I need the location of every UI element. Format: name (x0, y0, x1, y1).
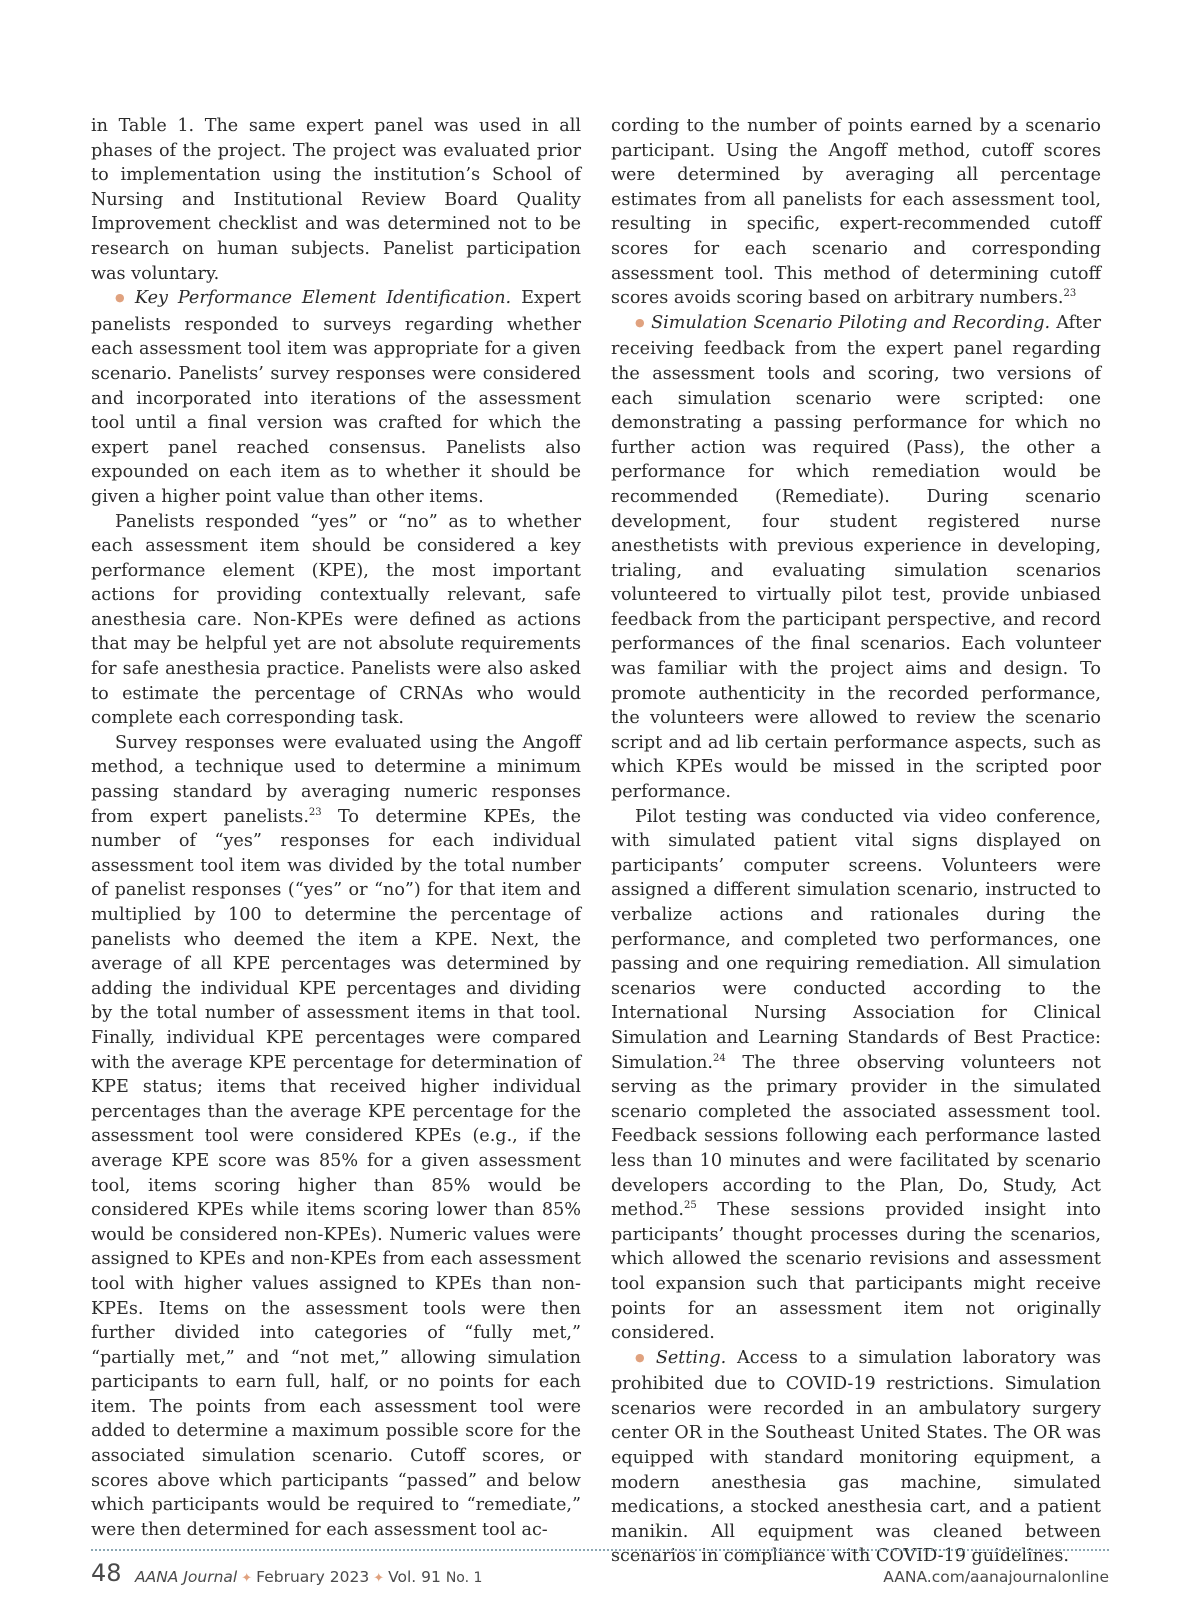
section-heading-simulation: Simulation Scenario Piloting and Recording. (651, 312, 1051, 333)
journal-url[interactable]: AANA.com/aanajournalonline (883, 1568, 1109, 1586)
paragraph-text: Expert panelists responded to surveys regarding whether each assessment tool item was appropriate for a given scenario. Panelists’ survey responses were considered and incorporated into iterations of the assessment tool until a final version was crafted for which the expert panel reached consensus. Panelists also expounded on each item as to whether it should be given a higher point value than other items. (91, 288, 581, 507)
reference-superscript: 25 (683, 1200, 697, 1212)
kpe-paragraph (91, 286, 581, 509)
reference-superscript: 23 (1063, 288, 1077, 300)
separator-icon: ✦ (373, 1571, 385, 1586)
footer-divider (91, 1549, 1109, 1551)
section-heading-kpe: Key Performance Element Identification. (134, 288, 512, 309)
reference-superscript: 23 (308, 806, 322, 818)
pilot-testing-paragraph (611, 805, 1101, 1346)
section-heading-setting: Setting. (655, 1347, 727, 1368)
paragraph-text: The three observing volunteers not serving as the primary provider in the simulated scenario completed the associated assessment tool. Feedback sessions following each performance lasted less than 10 minutes and were facilitated by scenario developers according to the Plan, Do, Study, Act method. (611, 1052, 1101, 1221)
issue-date: February 2023 (256, 1568, 370, 1586)
issue-number: No. 1 (445, 1570, 483, 1586)
paragraph-text: These sessions provided insight into participants’ thought processes during the scenarios, which allowed the scenario revisions and assessment tool expansion such that participants might receive points for an assessment item not originally considered. (611, 1200, 1101, 1344)
continued-paragraph (611, 114, 1101, 311)
volume: Vol. 91 (388, 1568, 441, 1586)
paragraph-text: Access to a simulation laboratory was prohibited due to COVID-19 restrictions. Simulation scenarios were recorded in an ambulatory surgery center OR in the Southeast United States. The OR was equipped with standard monitoring equipment, a modern anesthesia gas machine, simulated medications, a stocked anesthesia cart, and a patient manikin. All equipment was cleaned between scenarios in compliance with COVID-19 guidelines. (611, 1347, 1101, 1567)
journal-name: AANA Journal (135, 1568, 238, 1586)
paragraph: in Table 1. The same expert panel was used in all phases of the project. The project was evaluated prior to implementation using the institution’s School of Nursing and Institutional Review Board Quality Improvement checklist and was determined not to be research on human subjects. Panelist participation was voluntary. (91, 116, 581, 284)
simulation-paragraph (611, 311, 1101, 805)
left-column (91, 114, 581, 1542)
paragraph-text: cording to the number of points earned by a scenario participant. Using the Angoff method, cutoff scores were determined by averaging all percentage estimates from all panelists for each assessment tool, resulting in specific, expert-recommended cutoff scores for each scenario and corresponding assessment tool. This method of determining cutoff scores avoids scoring based on arbitrary numbers. (611, 116, 1101, 309)
paragraph-text: After receiving feedback from the expert panel regarding the assessment tools and scoring, two versions of each simulation scenario were scripted: one demonstrating a passing performance for which no further action was required (Pass), the other a performance for which remediation would be recommended (Remediate). During scenario development, four student registered nurse anesthetists with previous experience in developing, trialing, and evaluating simulation scenarios volunteered to virtually pilot test, provide unbiased feedback from the participant perspective, and record performances of the final scenarios. Each volunteer was familiar with the project aims and design. To promote authenticity in the recorded performance, the volunteers were allowed to review the scenario script and ad lib certain performance aspects, such as which KPEs would be missed in the scripted poor performance. (611, 312, 1101, 803)
separator-icon: ✦ (241, 1571, 253, 1586)
paragraph-text: To determine KPEs, the number of “yes” responses for each individual assessment tool item was divided by the total number of panelist responses (“yes” or “no”) for that item and multiplied by 100 to determine the percentage of panelists who deemed the item a KPE. Next, the average of all KPE percentages was determined by adding the individual KPE percentages and dividing by the total number of assessment items in that tool. Finally, individual KPE percentages were compared with the average KPE percentage for determination of KPE status; items that received higher individual percentages than the average KPE percentage for the assessment tool were considered KPEs (e.g., if the average KPE score was 85% for a given assessment tool, items scoring higher than 85% would be considered KPEs while items scoring lower than 85% would be considered non-KPEs). Numeric values were assigned to KPEs and non-KPEs from each assessment tool with higher values assigned to KPEs than non-KPEs. Items on the assessment tools were then further divided into categories of “fully met,” “partially met,” and “not met,” allowing simulation participants to earn full, half, or no points for each item. The points from each assessment tool were added to determine a maximum possible score for the associated simulation scenario. Cutoff scores, or scores above which participants “passed” and below which participants would be required to “remediate,” were then determined for each assessment tool ac- (91, 806, 582, 1540)
page-footer (91, 1556, 1109, 1592)
right-column (611, 114, 1101, 1569)
journal-info (135, 1568, 482, 1586)
page-number: 48 (91, 1559, 122, 1587)
setting-paragraph (611, 1346, 1101, 1569)
paragraph-text: Survey responses were evaluated using the Angoff method, a technique used to determine a minimum passing standard by averaging numeric responses from expert panelists. (91, 732, 581, 827)
angoff-paragraph (91, 731, 581, 1543)
reference-superscript: 24 (713, 1052, 726, 1064)
paragraph-text: Pilot testing was conducted via video conference, with simulated patient vital signs displayed on participants’ computer screens. Volunteers were assigned a different simulation scenario, instructed to verbalize actions and rationales during the performance, and completed two performances, one passing and one requiring remediation. All simulation scenarios were conducted according to the International Nursing Association for Clinical Simulation and Learning Standards of Best Practice: Simulation. (611, 806, 1101, 1073)
paragraph: Panelists responded “yes” or “no” as to whether each assessment item should be considered a key performance element (KPE), the most important actions for providing contextually relevant, safe anesthesia care. Non-KPEs were defined as actions that may be helpful yet are not absolute requirements for safe anesthesia practice. Panelists were also asked to estimate the percentage of CRNAs who would complete each corresponding task. (91, 511, 581, 729)
